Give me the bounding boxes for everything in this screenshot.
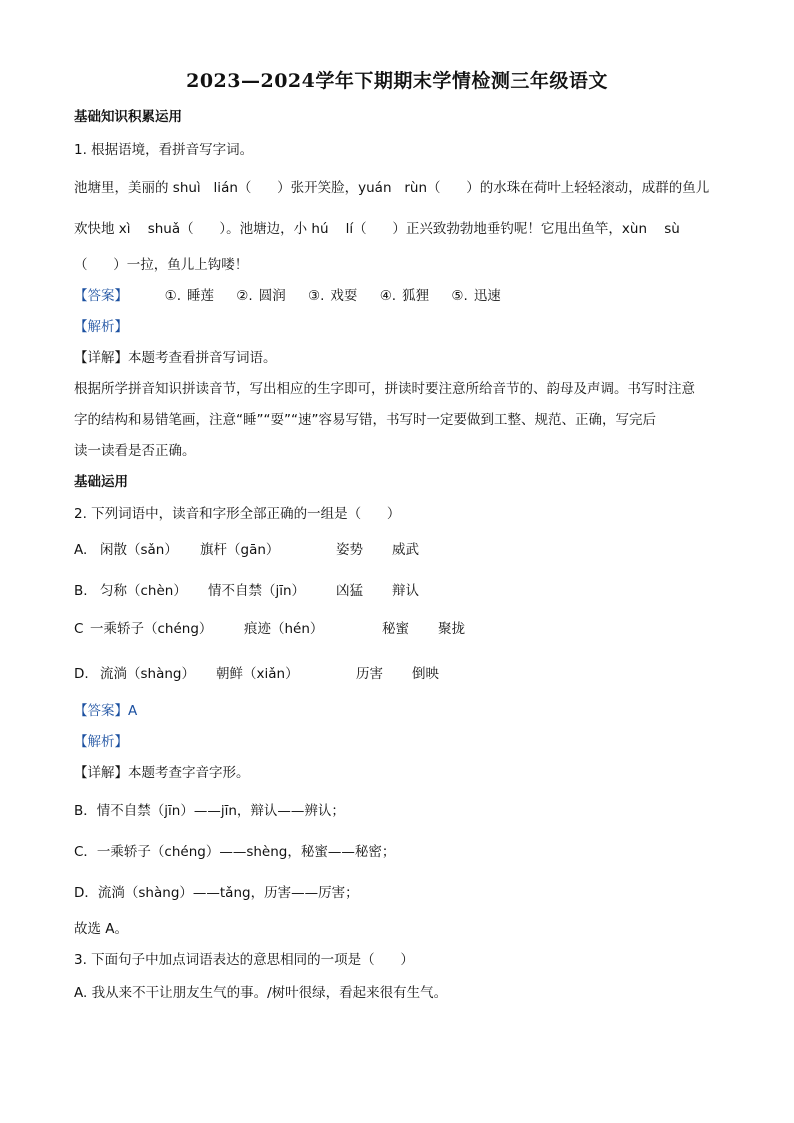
q1-explanation-line-2: 字的结构和易错笔画，注意“睡”“耍”“速”容易写错，书写时一定要做到工整、规范、正确，写完后 (74, 412, 656, 428)
answer-item: ②. 圆润 (236, 288, 286, 304)
q1-explanation-line-1: 根据所学拼音知识拼读音节，写出相应的生字即可，拼读时要注意所给音节的、韵母及声调。书写时注意 (74, 381, 695, 397)
q2-option-d: D. 流淌（shàng） 朝鲜（xiǎn） 历害 倒映 (74, 666, 439, 682)
q1-analysis-tag: 【解析】 (74, 319, 128, 335)
q2-option-c: C 一乘轿子（chéng） 痕迹（hén） 秘蜜 聚拢 (74, 621, 465, 637)
q2-option-b: B. 匀称（chèn） 情不自禁（jīn） 凶猛 辩认 (74, 583, 419, 599)
q1-answer-row (74, 286, 519, 306)
q1-passage-line-3: （ ）一拉，鱼儿上钩喽！ (74, 257, 249, 273)
q1-passage-line-2: 欢快地 xì shuǎ（ ）。池塘边，小 hú lí（ ）正兴致勃勃地垂钓呢！它甩出鱼竿，xùn sù (74, 221, 680, 237)
q3-option-a: A. 我从来不干让朋友生气的事。/树叶很绿，看起来很有生气。 (74, 985, 448, 1001)
q2-explanation-b: B．情不自禁（jīn）——jīn，辩认——辨认； (74, 803, 345, 819)
q1-detail: 【详解】本题考查看拼音写词语。 (74, 350, 277, 366)
q1-explanation-line-3: 读一读看是否正确。 (74, 443, 196, 459)
answer-item: ④. 狐狸 (379, 288, 430, 304)
section-heading-1: 基础知识积累运用 (74, 109, 182, 125)
q2-explanation-c: C．一乘轿子（chéng）——shèng，秘蜜——秘密； (74, 844, 396, 860)
q1-stem: 1. 根据语境，看拼音写字词。 (74, 142, 254, 158)
answer-item: ⑤. 迅速 (451, 288, 501, 304)
q2-option-a: A. 闲散（sǎn） 旗杆（gān） 姿势 威武 (74, 542, 419, 558)
answer-tag: 【答案】 (74, 288, 128, 304)
answer-item: ①. 睡莲 (164, 288, 214, 304)
answer-item: ③. 戏耍 (308, 288, 358, 304)
q2-analysis-tag: 【解析】 (74, 734, 128, 750)
q3-stem: 3. 下面句子中加点词语表达的意思相同的一项是（ ） (74, 952, 414, 968)
q2-stem: 2. 下列词语中，读音和字形全部正确的一组是（ ） (74, 506, 401, 522)
q2-explanation-d: D．流淌（shàng）——tǎng，历害——厉害； (74, 885, 359, 901)
q2-answer: 【答案】A (74, 703, 138, 719)
q1-passage-line-1: 池塘里，美丽的 shuì lián（ ）张开笑脸，yuán rùn（ ）的水珠在荷叶上轻轻滚动，成群的鱼儿 (74, 180, 710, 196)
q2-conclusion: 故选 A。 (74, 921, 129, 937)
q2-detail: 【详解】本题考查字音字形。 (74, 765, 250, 781)
page-title: 2023—2024学年下期期末学情检测三年级语文 (186, 70, 608, 92)
section-heading-2: 基础运用 (74, 474, 128, 490)
